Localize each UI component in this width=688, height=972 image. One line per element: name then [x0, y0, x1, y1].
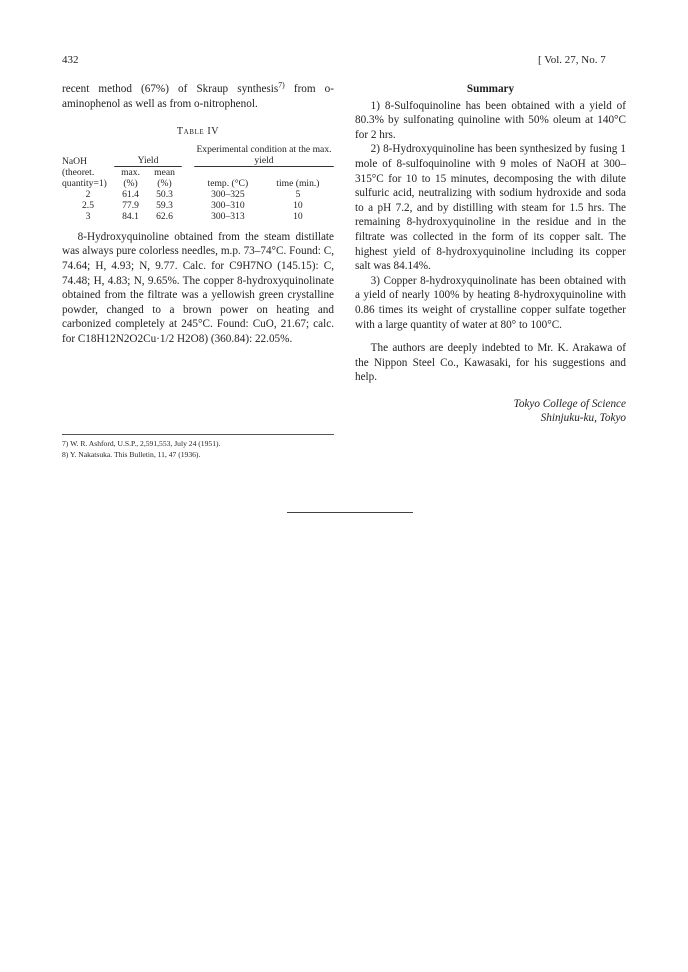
- right-column: [355, 82, 626, 426]
- table-row: [62, 189, 334, 200]
- affiliation-location: Shinjuku-ku, Tokyo: [540, 412, 626, 425]
- left-column: [62, 82, 334, 347]
- table-cell: 59.3: [156, 199, 173, 211]
- affiliation-college: Tokyo College of Science: [513, 397, 626, 410]
- summary-heading: Summary: [466, 83, 515, 95]
- col-temp-header: temp. (°C): [207, 177, 249, 189]
- table-cell: 10: [293, 199, 303, 211]
- footnote-8: 8) Y. Nakatsuka. This Bulletin, 11, 47 (1936).: [62, 449, 201, 459]
- intro-text: recent method (67%) of Skraup synthesis: [62, 83, 279, 95]
- data-table: [62, 144, 334, 222]
- col-naoh-header: NaOH (theoret. quantity=1): [62, 155, 107, 189]
- intro-ref: 7): [278, 80, 285, 90]
- table-cell: 300–325: [211, 188, 245, 200]
- page-number: 432: [62, 54, 79, 66]
- table-cell: 2.5: [82, 199, 94, 211]
- end-rule: [287, 512, 413, 513]
- table-cell: 2: [85, 188, 91, 200]
- table-cell: 300–310: [211, 199, 245, 211]
- table-title: Table IV: [176, 126, 220, 138]
- group-exp-label: Experimental condition at the max. yield: [196, 143, 332, 166]
- table-cell: 300–313: [211, 210, 245, 222]
- table-cell: 10: [293, 210, 303, 222]
- table-row: [62, 211, 334, 222]
- group-yield-header: [114, 144, 182, 167]
- table-cell: 62.6: [156, 210, 173, 222]
- table-row: [62, 200, 334, 211]
- col-max-header: max. (%): [121, 166, 140, 189]
- table-cell: 50.3: [156, 188, 173, 200]
- summary-item-2: 2) 8-Hydroxyquinoline has been synthesized by fusing 1 mole of 8-sulfoquinoline with 9 moles of NaOH at 300–315°C for 10 to 15 minutes, decomposing the with dilute sulfuric acid, neutralizing with sodium hydroxide and soda to a pH 7.2, and by distilling with steam for 1.5 hrs. The remaining 8-hydroxyquinoline in the residue and in the filtrate was collected in the form of its copper salt. The highest yield of 8-hydroxyquinoline including its copper salt was 84.14%.: [355, 143, 626, 273]
- summary-item-3: 3) Copper 8-hydroxyquinolinate has been obtained with a yield of nearly 100% by heating 8-hydroxyquinoline with 0.86 times its weight of crystalline copper sulfate together with a large quantity of water at 80° to 100°C.: [355, 274, 626, 331]
- table-cell: 61.4: [122, 188, 139, 200]
- table-cell: 84.1: [122, 210, 139, 222]
- table-cell: 3: [85, 210, 91, 222]
- intro-end-text: from o-aminophenol as well as from o-nitrophenol.: [62, 83, 334, 110]
- col-time-header: time (min.): [276, 177, 320, 189]
- running-head: [ Vol. 27, No. 7: [538, 54, 606, 66]
- group-exp-header: [194, 144, 334, 167]
- table-cell: 5: [295, 188, 301, 200]
- body-paragraph: 8-Hydroxyquinoline obtained from the steam distillate was always pure colorless needles, m.p. 73–74°C. Found: C, 74.64; H, 4.93; N, 9.77. Calc. for C9H7NO (145.15): C, 74.48; H, 4.83; N, 9.65%. The copper 8-hydroxyquinolinate obtained from the filtrate was a yellowish green crystalline powder, changed to a brown power on heating and carbonized completely at 245°C. Found: CuO, 21.67; calc. for C18H12N2O2Cu·1/2 H2O8) (360.84): 22.05%.: [62, 230, 334, 345]
- group-yield-label: Yield: [137, 154, 159, 166]
- affiliation-block: [355, 397, 626, 426]
- acknowledgment: The authors are deeply indebted to Mr. K. Arakawa of the Nippon Steel Co., Kawasaki, for his suggestions and help.: [355, 342, 626, 384]
- footnote-7: 7) W. R. Ashford, U.S.P., 2,591,553, July 24 (1951).: [62, 439, 221, 448]
- intro-paragraph: [62, 82, 334, 111]
- summary-item-1: 1) 8-Sulfoquinoline has been obtained with a yield of 80.3% by sulfonating quinoline with 50% oleum at 140°C for 2 hrs.: [355, 99, 626, 141]
- col-mean-header: mean (%): [154, 166, 175, 189]
- footnotes: [62, 434, 334, 460]
- table-cell: 77.9: [122, 199, 139, 211]
